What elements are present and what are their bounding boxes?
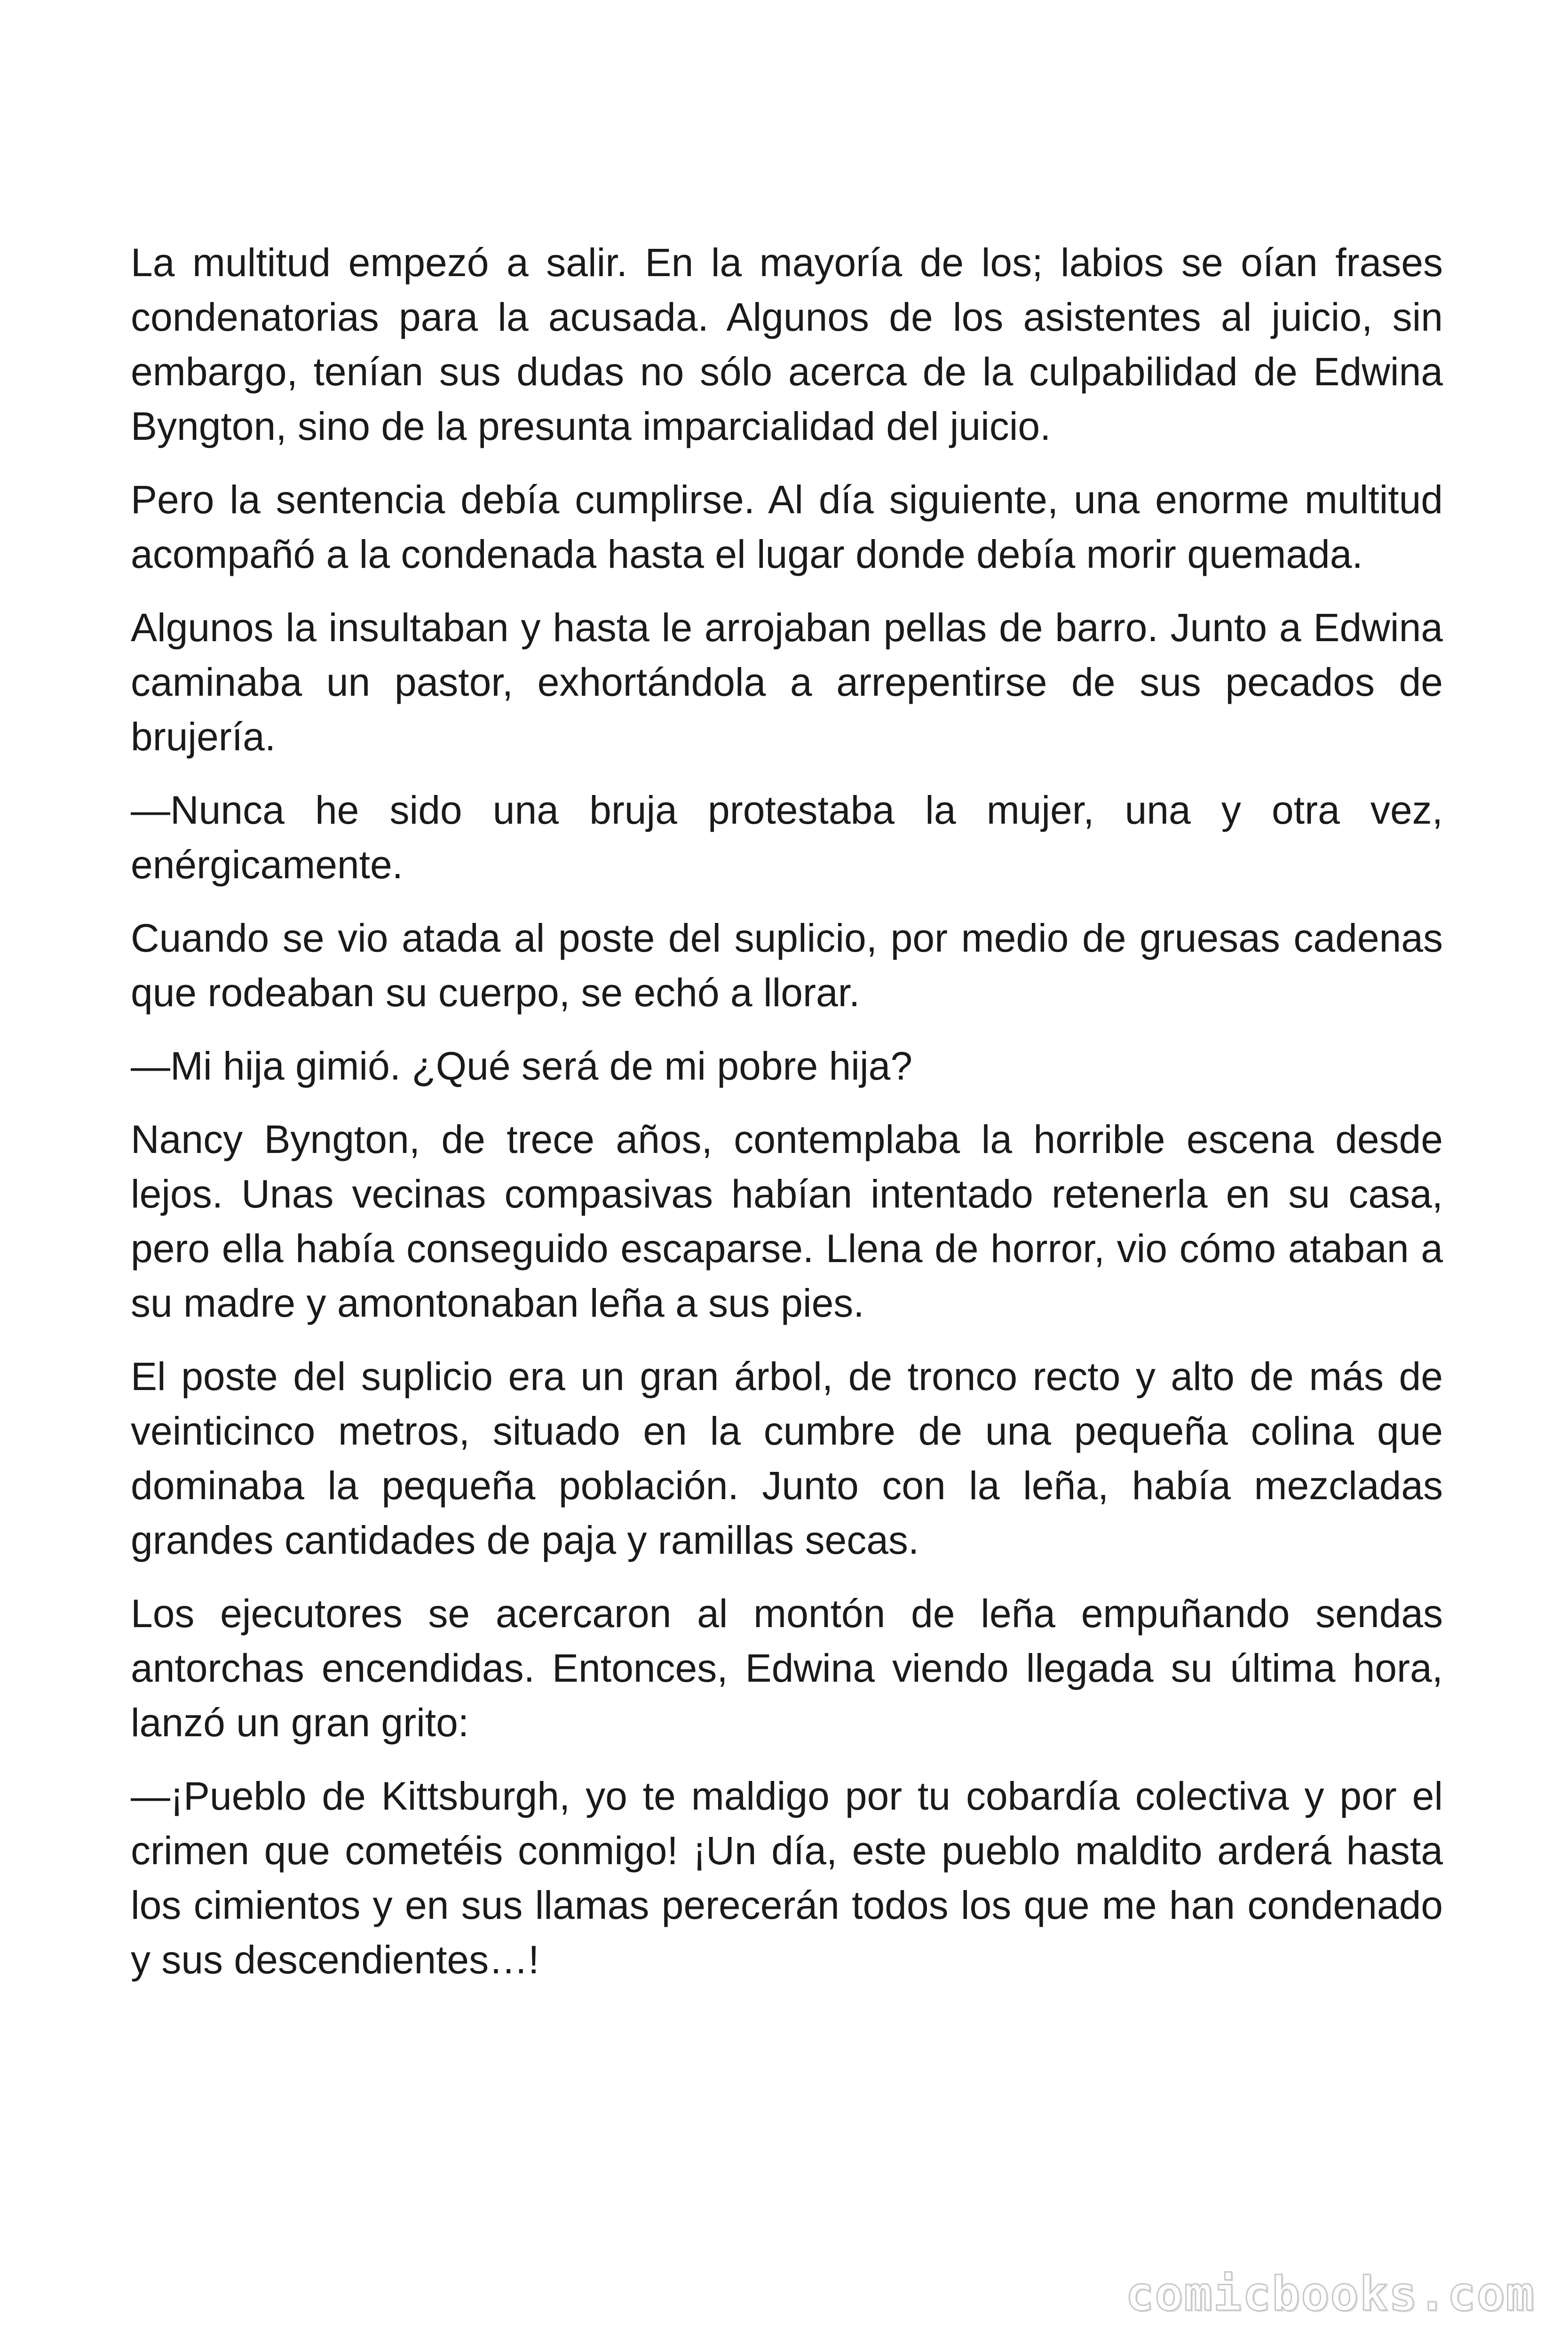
- paragraph: —Nunca he sido una bruja protestaba la mujer, una y otra vez, enérgicamente.: [131, 788, 1443, 887]
- paragraph: Pero la sentencia debía cumplirse. Al día siguiente, una enorme multitud acompañó a la condenada hasta el lugar donde debía morir quemada.: [131, 477, 1443, 576]
- watermark: comicbooks.com: [1125, 2266, 1535, 2321]
- paragraph: Nancy Byngton, de trece años, contemplaba la horrible escena desde lejos. Unas vecinas compasivas habían intentado retenerla en su casa, pero ella había conseguido escaparse. Llena de horror, vio cómo ataban a su madre y amontonaban leña a sus pies.: [131, 1117, 1443, 1325]
- paragraph: La multitud empezó a salir. En la mayoría de los; labios se oían frases condenatorias para la acusada. Algunos de los asistentes al juicio, sin embargo, tenían sus dudas no sólo acerca de la culpabilidad de Edwina Byngton, sino de la presunta imparcialidad del juicio.: [131, 240, 1443, 448]
- paragraph: Cuando se vio atada al poste del suplicio, por medio de gruesas cadenas que rodeaban su cuerpo, se echó a llorar.: [131, 916, 1443, 1015]
- paragraph: —¡Pueblo de Kittsburgh, yo te maldigo por tu cobardía colectiva y por el crimen que cometéis conmigo! ¡Un día, este pueblo maldito arderá hasta los cimientos y en sus llamas perecerán todos los que me han condenado y sus descendientes…!: [131, 1774, 1443, 1982]
- paragraph: —Mi hija gimió. ¿Qué será de mi pobre hija?: [131, 1044, 913, 1088]
- paragraph: Los ejecutores se acercaron al montón de leña empuñando sendas antorchas encendidas. Entonces, Edwina viendo llegada su última hora, lanzó un gran grito:: [131, 1591, 1443, 1745]
- paragraph: Algunos la insultaban y hasta le arrojaban pellas de barro. Junto a Edwina caminaba un pastor, exhortándola a arrepentirse de sus pecados de brujería.: [131, 605, 1443, 759]
- paragraph: El poste del suplicio era un gran árbol, de tronco recto y alto de más de veinticinco metros, situado en la cumbre de una pequeña colina que dominaba la pequeña población. Junto con la leña, había mezcladas grandes cantidades de paja y ramillas secas.: [131, 1354, 1443, 1562]
- body-text: [131, 235, 1443, 2006]
